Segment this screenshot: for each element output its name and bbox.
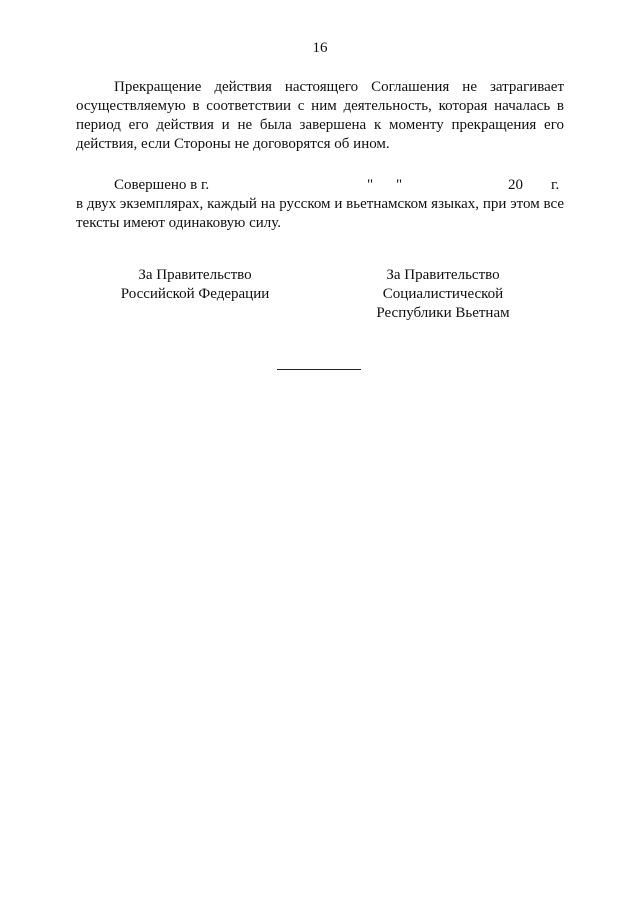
signature-vietnam bbox=[338, 266, 548, 323]
signature-vietnam-line2: Социалистической bbox=[382, 286, 504, 302]
signature-vietnam-line3: Республики Вьетнам bbox=[376, 305, 510, 321]
execution-place-prefix: Совершено в г. bbox=[114, 177, 210, 193]
year-prefix: 20 bbox=[508, 177, 523, 193]
end-of-document-rule bbox=[277, 369, 361, 370]
signature-russia-line2: Российской Федерации bbox=[120, 286, 270, 302]
signature-block bbox=[0, 266, 640, 326]
execution-clause-paragraph bbox=[76, 176, 564, 233]
page-number: 16 bbox=[312, 40, 328, 56]
termination-clause-paragraph: Прекращение действия настоящего Соглашения не затрагивает осуществляемую в соответствии с ним деятельность, которая началась в период его действия и не была завершена к моменту прекращения его действия, если Стороны не договорятся об ином. bbox=[76, 79, 564, 152]
year-suffix: г. bbox=[551, 177, 560, 193]
signature-russia-line1: За Правительство bbox=[138, 267, 252, 283]
date-quote-close: " bbox=[396, 177, 403, 193]
date-quote-open: " bbox=[367, 177, 374, 193]
signature-vietnam-line1: За Правительство bbox=[386, 267, 500, 283]
execution-clause-continuation: в двух экземплярах, каждый на русском и вьетнамском языках, при этом все тексты имеют одинаковую силу. bbox=[76, 196, 564, 231]
signature-russia bbox=[90, 266, 300, 304]
execution-date-line bbox=[76, 176, 564, 195]
